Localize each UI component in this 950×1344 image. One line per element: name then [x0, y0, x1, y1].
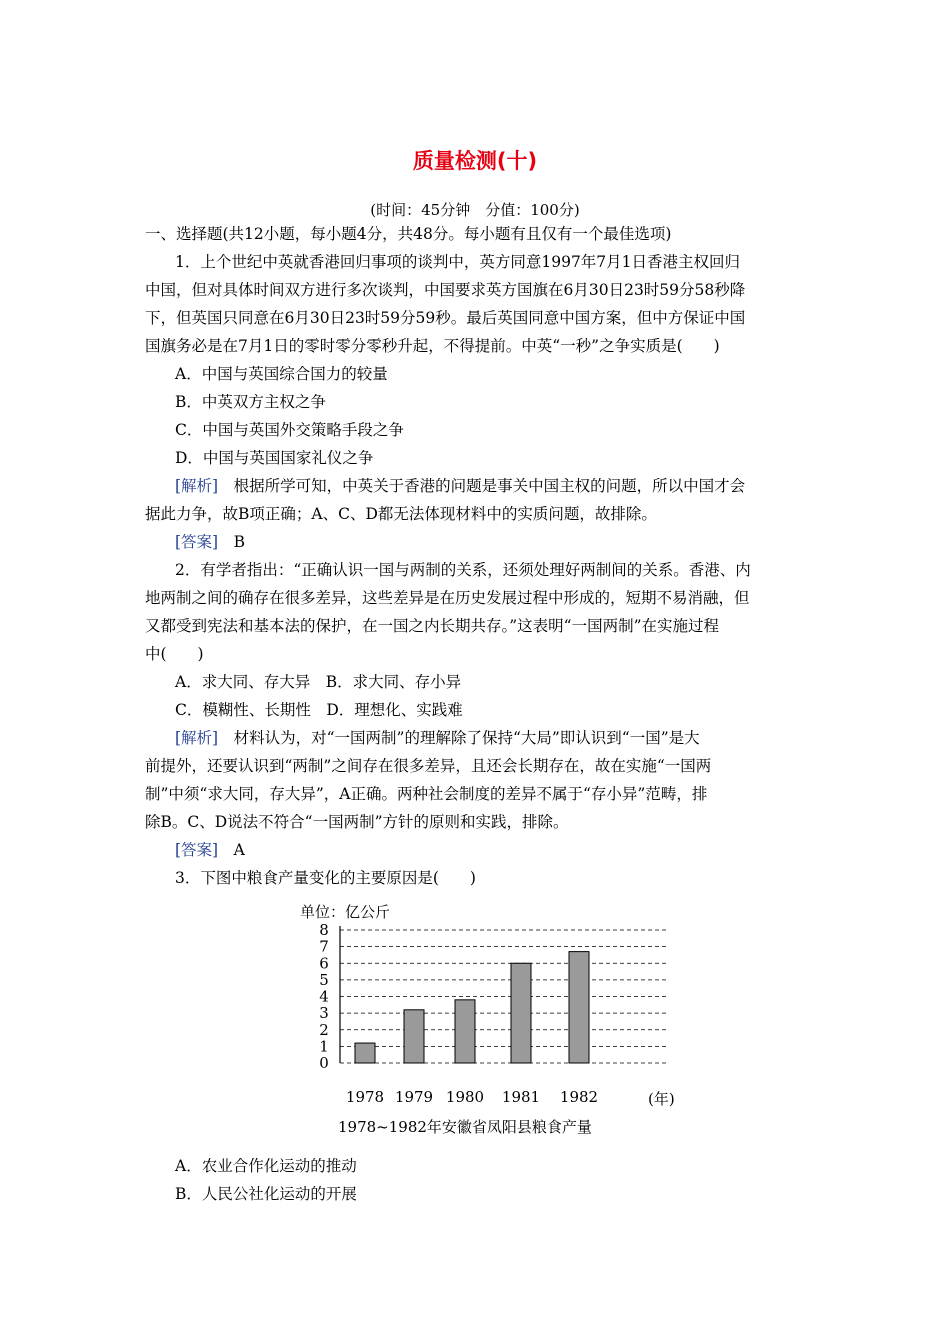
q1-line: 下，但英国只同意在6月30日23时59分59秒。最后英国同意中国方案，但中方保证中国 [145, 309, 746, 327]
chart-grid [340, 930, 668, 1063]
q2-line: 又都受到宪法和基本法的保护，在一国之内长期共存。”这表明“一国两制”在实施过程 [145, 617, 720, 635]
chart-y-tick-label: 4 [319, 987, 329, 1006]
chart-x-tick-label: 1978 [345, 1088, 385, 1106]
chart-bar [355, 1043, 375, 1063]
chart-y-tick-label: 7 [319, 937, 329, 956]
chart-x-tick-label: 1982 [559, 1088, 599, 1106]
grain-production-chart [300, 895, 690, 1150]
q2-line: 中( ) [145, 645, 204, 663]
chart-y-tick-label: 5 [319, 970, 329, 989]
answer-value: A [218, 841, 245, 859]
q2-options-ab: A．求大同、存大异 B．求大同、存小异 [175, 673, 462, 691]
chart-bar [455, 1000, 475, 1063]
chart-y-tick-label: 1 [319, 1037, 329, 1056]
q1-option-a: A．中国与英国综合国力的较量 [175, 365, 388, 383]
answer-tag: [答案] [175, 533, 219, 551]
chart-y-ticks [319, 921, 329, 1072]
analysis-text: 材料认为，对“一国两制”的理解除了保持“大局”即认识到“一国”是大 [218, 729, 700, 747]
q1-line: 1．上个世纪中英就香港回归事项的谈判中，英方同意1997年7月1日香港主权回归 [175, 253, 741, 271]
q1-option-b: B．中英双方主权之争 [175, 393, 326, 411]
chart-x-tick-label: 1980 [445, 1088, 485, 1106]
q1-answer [175, 528, 805, 556]
q1-option-c: C．中国与英国外交策略手段之争 [175, 421, 404, 439]
q2-options-cd: C．模糊性、长期性 D．理想化、实践难 [175, 701, 463, 719]
analysis-text: 根据所学可知，中英关于香港的问题是事关中国主权的问题，所以中国才会 [218, 477, 746, 495]
q1-line: 中国，但对具体时间双方进行多次谈判，中国要求英方国旗在6月30日23时59分58秒降 [145, 281, 746, 299]
q2-analysis [175, 724, 805, 752]
chart-title: 1978~1982年安徽省凤阳县粮食产量 [338, 1118, 592, 1136]
chart-y-tick-label: 3 [319, 1004, 329, 1023]
chart-y-tick-label: 6 [319, 954, 329, 973]
q2-answer [175, 836, 805, 864]
q3-option-a: A．农业合作化运动的推动 [175, 1157, 357, 1175]
page-title: 质量检测(十) [412, 149, 538, 173]
chart-x-label: (年) [648, 1090, 675, 1108]
q1-option-d: D．中国与英国国家礼仪之争 [175, 449, 374, 467]
chart-svg [300, 895, 690, 1150]
chart-x-tick-label: 1981 [501, 1088, 541, 1106]
q2-analysis-line: 前提外，还要认识到“两制”之间存在很多差异，且还会长期存在，故在实施“一国两 [145, 757, 712, 775]
q1-analysis-line: 据此力争，故B项正确；A、C、D都无法体现材料中的实质问题，故排除。 [145, 505, 657, 523]
chart-bar [404, 1010, 424, 1063]
analysis-tag: [解析] [175, 729, 219, 747]
chart-bar [511, 963, 531, 1063]
q3-stem: 3．下图中粮食产量变化的主要原因是( ) [175, 869, 476, 887]
q3-option-b: B．人民公社化运动的开展 [175, 1185, 357, 1203]
chart-y-tick-label: 2 [319, 1020, 329, 1039]
q2-analysis-line: 除B。C、D说法不符合“一国两制”方针的原则和实践，排除。 [145, 813, 569, 831]
exam-meta: (时间：45分钟 分值：100分) [370, 201, 580, 219]
chart-x-tick-label: 1979 [394, 1088, 434, 1106]
q1-line: 国旗务必是在7月1日的零时零分零秒升起，不得提前。中英“一秒”之争实质是( ) [145, 337, 720, 355]
chart-y-tick-label: 8 [319, 921, 329, 939]
q1-analysis [175, 472, 805, 500]
q2-analysis-line: 制”中须“求大同，存大异”，A正确。两种社会制度的差异不属于“存小异”范畴，排 [145, 785, 708, 803]
q2-line: 地两制之间的确存在很多差异，这些差异是在历史发展过程中形成的，短期不易消融，但 [145, 589, 750, 607]
q2-line: 2．有学者指出：“正确认识一国与两制的关系，还须处理好两制间的关系。香港、内 [175, 561, 751, 579]
chart-unit-label: 单位：亿公斤 [300, 903, 391, 921]
chart-x-ticks [346, 1088, 598, 1106]
section-heading: 一、选择题(共12小题，每小题4分，共48分。每小题有且仅有一个最佳选项) [145, 225, 672, 243]
answer-value: B [218, 533, 245, 551]
chart-bar [569, 952, 589, 1063]
answer-tag: [答案] [175, 841, 219, 859]
analysis-tag: [解析] [175, 477, 219, 495]
chart-y-tick-label: 0 [319, 1054, 329, 1072]
